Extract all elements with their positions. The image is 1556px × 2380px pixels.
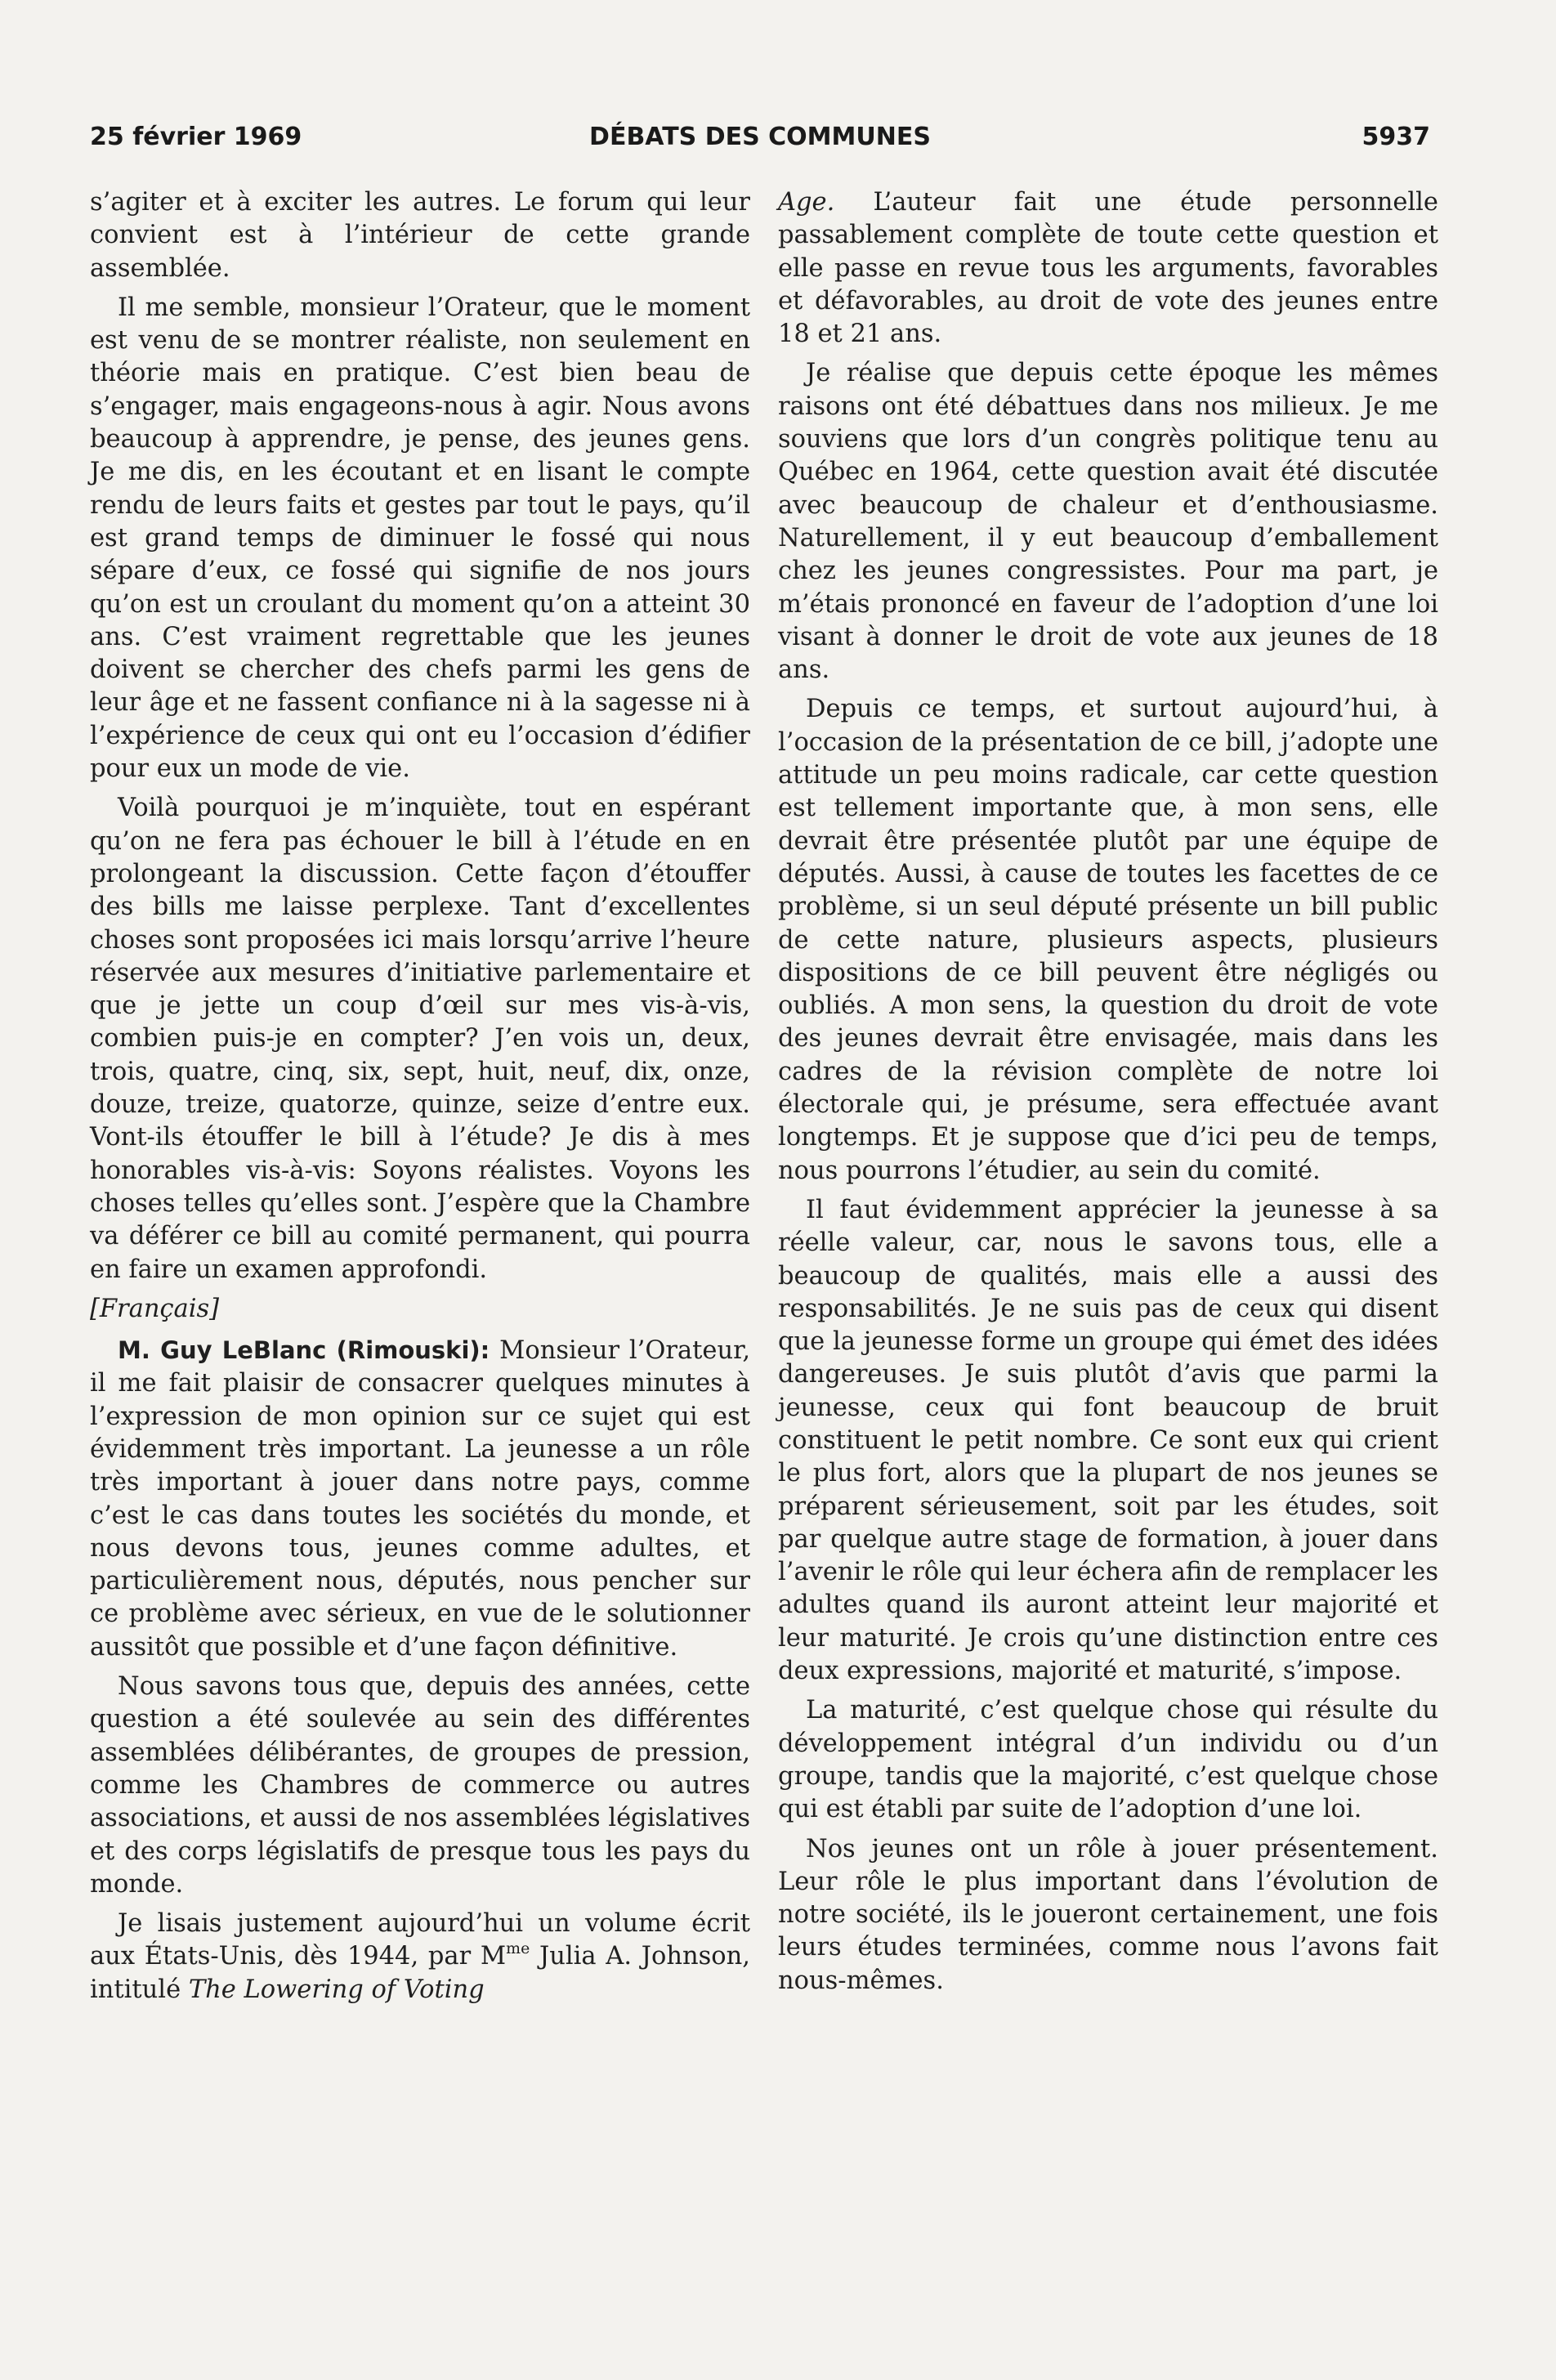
paragraph-text: Monsieur l’Orateur, il me fait plaisir de consacrer quelques minutes à l’expression de mon opinion sur ce sujet qui est évidemment très important. La jeunesse a un rôle très important à jouer dans notre pays, comme c’est le cas dans toutes les sociétés du monde, et nous devons tous, jeunes comme adultes, et particulièrement nous, députés, nous pencher sur ce problème avec sérieux, en vue de le solutionner aussitôt que possible et d’une façon définitive.	[90, 1336, 751, 1662]
paragraph-text: Je lisais justement aujourd’hui un volume écrit aux États-Unis, dès 1944, par M	[90, 1909, 750, 1971]
right-column	[778, 186, 1438, 1998]
paragraph	[90, 1334, 750, 1664]
header-title: DÉBATS DES COMMUNES	[589, 123, 931, 151]
paragraph: Nous savons tous que, depuis des années, cette question a été soulevée au sein des différentes assemblées délibérantes, de groupes de pression, comme les Chambres de commerce ou autres associations, et aussi de nos assemblées législatives et des corps législatifs de presque tous les pays du monde.	[90, 1672, 750, 1899]
paragraph-text: L’auteur fait une étude personnelle passablement complète de toute cette question et elle passe en revue tous les arguments, favorables et défavorables, au droit de vote des jeunes entre 18 et 21 ans.	[778, 188, 1438, 349]
paragraph: Voilà pourquoi je m’inquiète, tout en espérant qu’on ne fera pas échouer le bill à l’étude en en prolongeant la discussion. Cette façon d’étouffer des bills me laisse perplexe. Tant d’excellentes choses sont proposées ici mais lorsqu’arrive l’heure réservée aux mesures d’initiative parlementaire et que je jette un coup d’œil sur mes vis-à-vis, combien puis-je en compter? J’en vois un, deux, trois, quatre, cinq, six, sept, huit, neuf, dix, onze, douze, treize, quatorze, quinze, seize d’entre eux. Vont-ils étouffer le bill à l’étude? Je dis à mes honorables vis-à-vis: Soyons réalistes. Voyons les choses telles qu’elles sont. J’espère que la Chambre va déférer ce bill au comité permanent, qui pourra en faire un examen approfondi.	[90, 794, 750, 1284]
header-date: 25 février 1969	[90, 123, 302, 151]
book-title: Age.	[778, 188, 835, 217]
paragraph: Il faut évidemment apprécier la jeunesse à sa réelle valeur, car, nous le savons tous, elle a beaucoup de qualités, mais elle a aussi des responsabilités. Je ne suis pas de ceux qui disent que la jeunesse forme un groupe qui émet des idées dangereuses. Je suis plutôt d’avis que parmi la jeunesse, ceux qui font beaucoup de bruit constituent le petit nombre. Ce sont eux qui crient le plus fort, alors que la plupart de nos jeunes se préparent sérieusement, soit par les études, soit par quelque autre stage de formation, à jouer dans l’avenir le rôle qui leur échera afin de remplacer les adultes quand ils auront atteint leur majorité et leur maturité. Je crois qu’une distinction entre ces deux expressions, majorité et maturité, s’impose.	[778, 1195, 1438, 1686]
paragraph: s’agiter et à exciter les autres. Le forum qui leur convient est à l’intérieur de cette grande assemblée.	[90, 188, 750, 283]
left-column	[90, 186, 750, 2006]
paragraph	[778, 186, 1438, 351]
paragraph: Je réalise que depuis cette époque les mêmes raisons ont été débattues dans nos milieux. Je me souviens que lors d’un congrès politique tenu au Québec en 1964, cette question avait été discutée avec beaucoup de chaleur et d’enthousiasme. Naturellement, il y eut beaucoup d’emballement chez les jeunes congressistes. Pour ma part, je m’étais prononcé en faveur de l’adoption d’une loi visant à donner le droit de vote aux jeunes de 18 ans.	[778, 359, 1438, 685]
paragraph: La maturité, c’est quelque chose qui résulte du développement intégral d’un individu ou d’un groupe, tandis que la majorité, c’est quelque chose qui est établi par suite de l’adoption d’une loi.	[778, 1696, 1438, 1824]
page-header	[90, 123, 1430, 163]
book-title: The Lowering of Voting	[188, 1975, 485, 2004]
paragraph: Depuis ce temps, et surtout aujourd’hui, à l’occasion de la présentation de ce bill, j’adopte une attitude un peu moins radicale, car cette question est tellement importante que, à mon sens, elle devrait être présentée plutôt par une équipe de députés. Aussi, à cause de toutes les facettes de ce problème, si un seul député présente un bill public de cette nature, plusieurs aspects, plusieurs dispositions de ce bill peuvent être négligés ou oubliés. A mon sens, la question du droit de vote des jeunes devrait être envisagée, mais dans les cadres de la révision complète de notre loi électorale qui, je présume, sera effectuée avant longtemps. Et je suppose que d’ici peu de temps, nous pourrons l’étudier, au sein du comité.	[778, 695, 1438, 1185]
paragraph	[90, 1908, 750, 2006]
paragraph: Nos jeunes ont un rôle à jouer présentement. Leur rôle le plus important dans l’évolution de notre société, ils le joueront certainement, une fois leurs études terminées, comme nous l’avons fait nous-mêmes.	[778, 1834, 1438, 1995]
superscript: me	[506, 1939, 530, 1958]
paragraph: Il me semble, monsieur l’Orateur, que le moment est venu de se montrer réaliste, non seulement en théorie mais en pratique. C’est bien beau de s’engager, mais engageons-nous à agir. Nous avons beaucoup à apprendre, je pense, des jeunes gens. Je me dis, en les écoutant et en lisant le compte rendu de leurs faits et gestes par tout le pays, qu’il est grand temps de diminuer le fossé qui nous sépare d’eux, ce fossé qui signifie de nos jours qu’on est un croulant du moment qu’on a atteint 30 ans. C’est vraiment regrettable que les jeunes doivent se chercher des chefs parmi les gens de leur âge et ne fassent confiance ni à la sagesse ni à l’expérience de ceux qui ont eu l’occasion d’édifier pour eux un mode de vie.	[90, 293, 750, 784]
paragraph-text: Julia A. Johnson, intitulé	[90, 1942, 750, 2004]
language-marker: [Français]	[90, 1294, 220, 1323]
page-number: 5937	[1362, 123, 1430, 151]
speaker-name: M. Guy LeBlanc (Rimouski):	[118, 1336, 490, 1365]
